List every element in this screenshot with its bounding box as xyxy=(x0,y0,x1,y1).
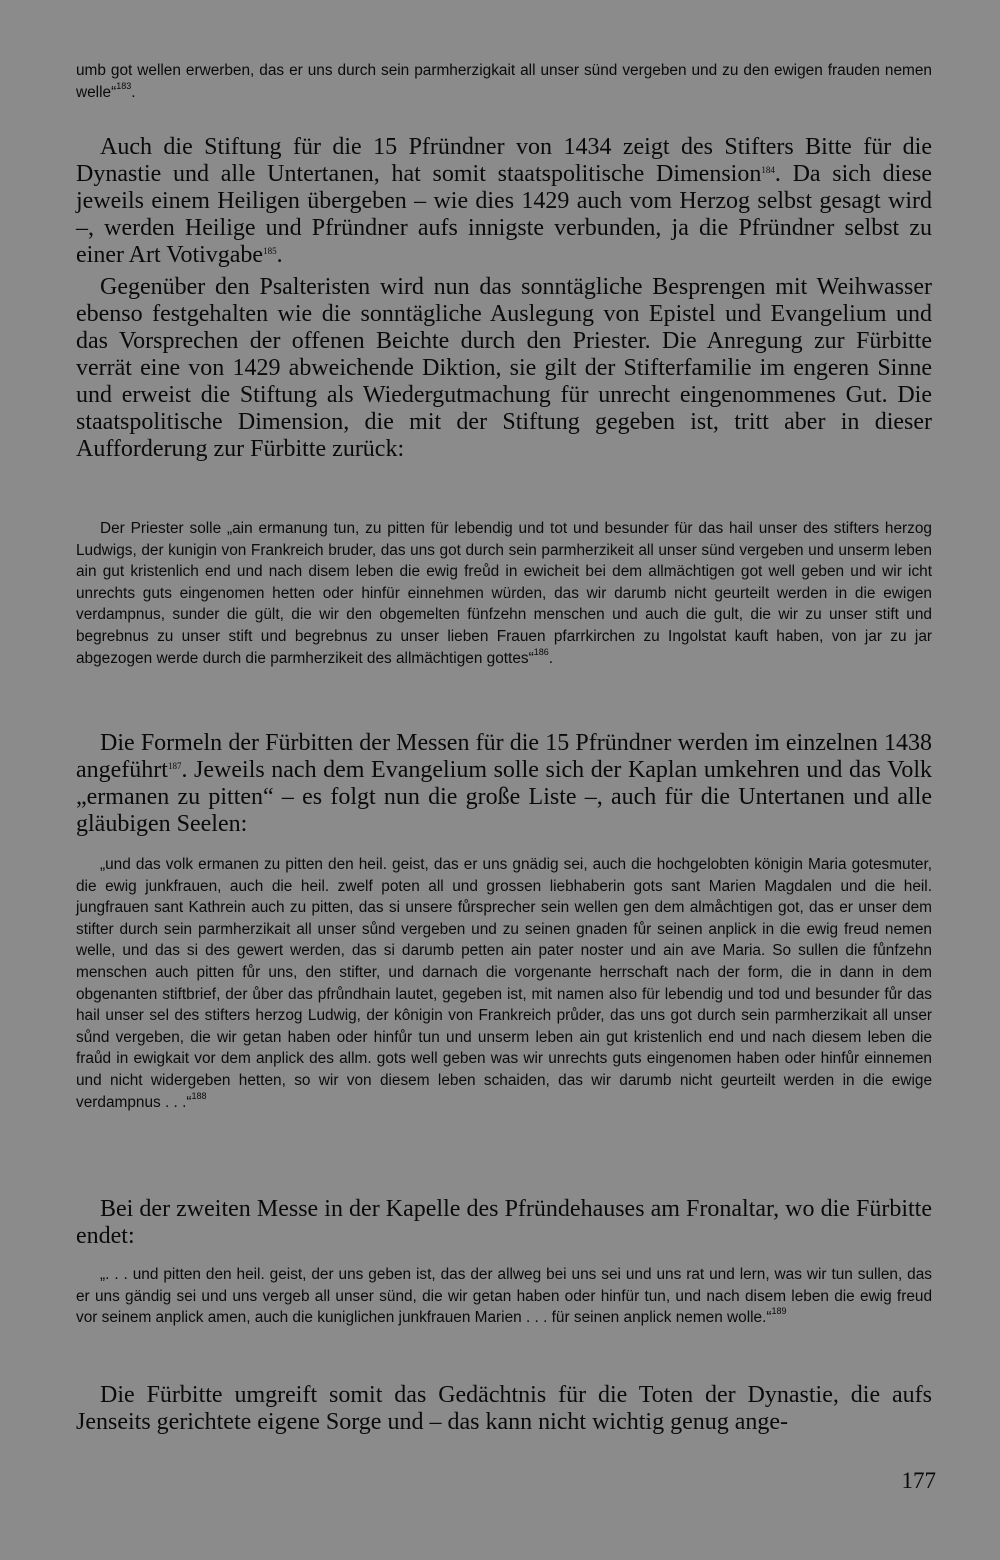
footnote-marker: 188 xyxy=(191,1090,207,1101)
quote-end: . xyxy=(548,649,554,667)
paragraph-text: Bei der zweiten Messe in der Kapelle des Pfründehauses am Fronaltar, wo die Fürbitte endet: xyxy=(76,1196,932,1249)
paragraph-text: . Da sich diese jeweils einem Heiligen übergeben – wie dies 1429 auch vom Herzog selbst gesagt wird –, werden Heilige und Pfründner aufs innigste verbunden, ja die Pfründner selbst zu einer Art Votivgabe xyxy=(76,161,932,268)
footnote-marker: 189 xyxy=(771,1306,787,1317)
quote-text: „. . . und pitten den heil. geist, der uns geben ist, das der allweg bei uns sei und uns rat und lern, was wir tun sullen, das er uns gändig sei und uns vergeb all unser sünd, die wir getan haben oder hinfür tun, und nach disem leben die ewig freud vor seinem anplick amen, auch die kuniglichen junkfrauen Marien . . . für seinen anplick nemen wolle.“ xyxy=(76,1266,932,1327)
paragraph-psalteristen xyxy=(76,274,932,463)
paragraph-zweite-messe xyxy=(76,1196,932,1250)
quote-text: Der Priester solle „ain ermanung tun, zu pitten für lebendig und tot und besunder für das hail unser des stifters herzog Ludwigs, der kunigin von Frankreich bruder, das uns got durch sein parmherzikeit all unser sünd vergeben und unserm leben ain gut kristenlich end und nach disem leben die ewig freůd in ewicheit bei dem allmächtigen got well geben und wir icht unrechts guts eingenomen hetten oder hinfür einnehmen würden, das wir darumb nicht geurteilt werden in die ewigen verdampnus, sunder die gült, die wir den obgemelten fünfzehn menschen und auch die gult, die wir zu unser stift und begrebnus zu unser stift und begrebnus zu unser lieben Frauen pfarrkirchen zu Ingolstat kauft haben, von jar zu jar abgezogen werde durch die parmherzikeit des allmächtigen gottes“ xyxy=(76,520,932,667)
paragraph-text: Die Fürbitte umgreift somit das Gedächtnis für die Toten der Dynastie, die aufs Jenseits gerichtete eigene Sorge und – das kann nicht wichtig genug ange- xyxy=(76,1382,932,1435)
paragraph-stiftung-1434 xyxy=(76,134,932,269)
footnote-marker: 187 xyxy=(167,761,182,771)
footnote-marker: 184 xyxy=(761,165,775,175)
page-number: 177 xyxy=(901,1468,936,1493)
paragraph-text: Die Formeln der Fürbitten der Messen für die 15 Pfründner werden im einzelnen 1438 angeführt xyxy=(76,730,932,783)
paragraph-text: . Jeweils nach dem Evangelium solle sich der Kaplan umkehren und das Volk „ermanen zu pitten“ – es folgt nun die große Liste –, auch für die Untertanen und alle gläubigen Seelen: xyxy=(76,757,932,837)
quote-continuation xyxy=(76,60,932,103)
footnote-marker: 186 xyxy=(533,646,549,657)
quote-text: umb got wellen erwerben, das er uns durch sein parmherzigkait all unser sünd vergeben und zu den ewigen frauden nemen welle“ xyxy=(76,62,932,101)
footnote-marker: 185 xyxy=(263,246,277,256)
paragraph-formeln xyxy=(76,730,932,838)
paragraph-text: Auch die Stiftung für die 15 Pfründner von 1434 zeigt des Stifters Bitte für die Dynastie und alle Untertanen, hat somit staatspolitische Dimension xyxy=(76,134,932,187)
quote-end: . xyxy=(131,83,136,101)
footnote-marker: 183 xyxy=(116,80,132,91)
paragraph-fuerbitte xyxy=(76,1382,932,1436)
quote-heil-geist xyxy=(76,1264,932,1329)
paragraph-text: Gegenüber den Psalteristen wird nun das sonntägliche Besprengen mit Weihwasser ebenso festgehalten wie die sonntägliche Auslegung von Epistel und Evangelium und das Vorsprechen der offenen Beichte durch den Priester. Die Anregung zur Fürbitte verrät eine von 1429 abweichende Diktion, sie gilt der Stifterfamilie im engeren Sinne und erweist die Stiftung als Wiedergutmachung für unrecht eingenommenes Gut. Die staatspolitische Dimension, die mit der Stiftung gegeben ist, tritt aber in dieser Aufforderung zur Fürbitte zurück: xyxy=(76,274,932,462)
quote-priester xyxy=(76,518,932,669)
paragraph-end: . xyxy=(276,242,283,268)
quote-text: „und das volk ermanen zu pitten den heil. geist, das er uns gnädig sei, auch die hochgelobten königin Maria gotesmuter, die ewig junkfrauen, auch die heil. zwelf poten all und grossen liebhaberin gots sant Marien Magdalen und die heil. jungfrauen sant Kathrein auch zu pitten, das si unsere fůrsprecher sein wellen gen dem almåchtigen got, das er unser dem stifter durch sein parmherzikait all unser sůnd vergeben und zu seinen gnaden fůr seinen anplick in die ewig freud nemen welle, und das si des gewert werden, das si darumb petten ain pater noster und ain ave Maria. So sullen die fůnfzehn menschen auch pitten fůr uns, den stifter, und darnach die vorgenante herrschaft nach der form, die in dann in dem obgenanten stiftbrief, der ůber das pfrůndhain lautet, gegeben ist, mit namen also für lebendig und tod und besunder fůr das hail unser sel des stifters herzog Ludwig, der kônigin von Frankreich průder, das uns got durch sein parmherzikait all unser sůnd vergeben, die wir getan haben oder hinfůr tun und unserm leben ain gut kristenlich end und nach diesem leben die fraůd in ewigkait vor dem anplick des allm. gots well geben was wir unrechts guts eingenomen haben oder hinfůr einnemen und nicht widergeben hetten, so wir von diesem leben schaiden, das wir darumb nicht geurteilt werden in die ewige verdampnus . . .“ xyxy=(76,856,932,1111)
quote-volk-ermanen xyxy=(76,854,932,1113)
